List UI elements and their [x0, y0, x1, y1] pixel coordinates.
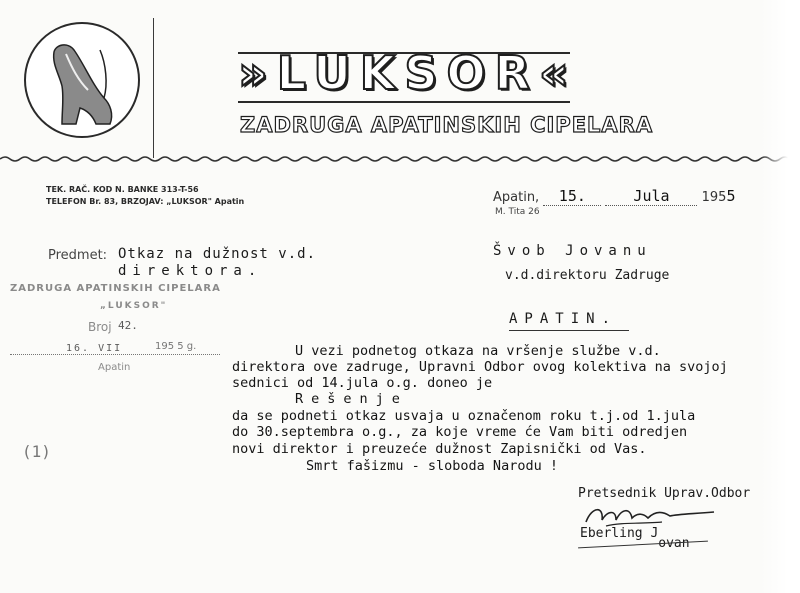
- brand-subtitle: ZADRUGA APATINSKIH CIPELARA: [240, 113, 654, 137]
- stamp-rule: [10, 354, 220, 355]
- street-address: M. Tita 26: [495, 207, 540, 217]
- signer-title: Pretsednik Uprav.Odbor: [578, 486, 751, 501]
- registry-stamp: [10, 283, 225, 378]
- brand-name: »LUKSOR«: [238, 46, 578, 100]
- company-logo: [24, 22, 140, 138]
- city-label: Apatin,: [493, 190, 540, 205]
- date-month: Jula: [605, 187, 697, 206]
- wavy-divider: [0, 155, 790, 163]
- body-line: novi direktor i preuzeće dužnost Zapisnički od Vas.: [232, 441, 647, 457]
- stamp-number-value: 42.: [118, 319, 138, 332]
- page-edge: [760, 0, 800, 593]
- signer-surname: Eberling J: [580, 526, 659, 541]
- brand-rule: [238, 101, 570, 103]
- body-line: do 30.septembra o.g., za koje vreme će Vam biti odredjen: [232, 424, 688, 440]
- subject-label: Predmet:: [48, 248, 108, 263]
- stamp-number-label: Broj: [88, 320, 112, 334]
- date-year-suffix: 5: [726, 187, 736, 205]
- bank-info: [46, 184, 244, 208]
- recipient-role: v.d.direktoru Zadruge: [505, 268, 670, 283]
- stamp-date: 16. VII: [66, 343, 123, 354]
- body-line: sednici od 14.jula o.g. doneo je: [232, 375, 493, 391]
- stamp-year: 195 5 g.: [155, 341, 197, 352]
- high-heel-shoe-icon: [26, 24, 138, 136]
- phone-line: TELEFON Br. 83, BRZOJAV: „LUKSOR" Apatin: [46, 197, 245, 206]
- date-day: 15.: [543, 187, 601, 206]
- recipient-city: APATIN.: [509, 311, 618, 327]
- signer-name: [580, 526, 690, 551]
- date-year-prefix: 195: [701, 190, 727, 205]
- subject-line: Otkaz na dužnost v.d.: [118, 246, 317, 262]
- subject-line: direktora.: [118, 263, 263, 279]
- signer-name-suffix: ovan: [658, 536, 690, 551]
- decision-heading: Rešenje: [295, 391, 408, 407]
- body-line: U vezi podnetog otkaza na vršenje službe v.d.: [295, 343, 661, 359]
- letterhead-divider: [153, 18, 154, 158]
- bank-line: TEK. RAČ. KOD N. BANKE 313-T-56: [46, 185, 199, 194]
- body-line: da se podneti otkaz usvaja u označenom roku t.j.od 1.jula: [232, 408, 696, 424]
- closing-slogan: Smrt fašizmu - sloboda Narodu !: [306, 458, 558, 474]
- margin-note: (1): [22, 442, 51, 461]
- underline: [509, 330, 629, 331]
- stamp-city: Apatin: [98, 362, 131, 373]
- stamp-brand: „LUKSOR": [100, 301, 168, 311]
- recipient-name: Švob Jovanu: [493, 243, 652, 259]
- place-date: [493, 187, 735, 206]
- body-line: direktora ove zadruge, Upravni Odbor ovog kolektiva na svojoj: [232, 359, 728, 375]
- stamp-org: ZADRUGA APATINSKIH CIPELARA: [10, 283, 221, 294]
